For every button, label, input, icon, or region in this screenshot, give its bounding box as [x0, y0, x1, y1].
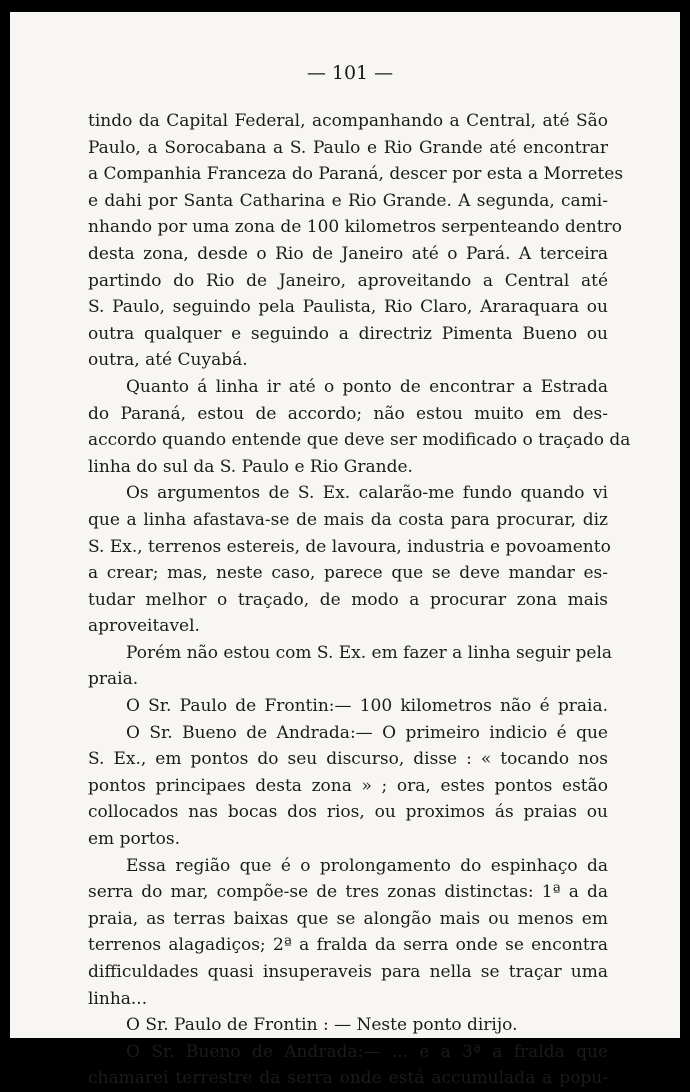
speaker-line: O Sr. Paulo de Frontin : — Neste ponto dirijo.: [126, 1015, 518, 1036]
text-line: outra qualquer e seguindo a directriz Pimenta Bueno ou: [88, 323, 608, 344]
speaker-line: O Sr. Bueno de Andrada:— ... e a 3ª a fralda que: [126, 1041, 608, 1062]
text-line: e dahi por Santa Catharina e Rio Grande. A segunda, cami-: [88, 190, 608, 211]
text-line: S. Ex., em pontos do seu discurso, disse : « tocando nos: [88, 749, 608, 770]
text-line: linha...: [88, 988, 148, 1009]
text-line: tudar melhor o traçado, de modo a procurar zona mais: [88, 589, 608, 610]
text-line: serra do mar, compõe-se de tres zonas distinctas: 1ª a da: [88, 882, 608, 903]
speaker-line: O Sr. Bueno de Andrada:— O primeiro indicio é que: [126, 722, 608, 743]
text-line: tindo da Capital Federal, acompanhando a Central, até São: [88, 111, 608, 131]
paragraph-start: Quanto á linha ir até o ponto de encontrar a Estrada: [126, 376, 608, 397]
paragraph-start: Porém não estou com S. Ex. em fazer a linha seguir pela: [126, 642, 613, 663]
text-line: chamarei terrestre da serra onde está accumulada a popu-: [88, 1068, 608, 1089]
text-line: accordo quando entende que deve ser modificado o traçado da: [88, 430, 631, 451]
text-line: praia.: [88, 669, 139, 690]
speaker-line: O Sr. Paulo de Frontin:— 100 kilometros não é praia.: [126, 696, 608, 717]
text-line: difficuldades quasi insuperaveis para nella se traçar uma: [88, 962, 608, 982]
text-line: aproveitavel.: [88, 616, 200, 637]
text-line: terrenos alagadiços; 2ª a fralda da serra onde se encontra: [88, 935, 608, 956]
text-line: que a linha afastava-se de mais da costa para procurar, diz: [88, 509, 608, 530]
text-line: collocados nas bocas dos rios, ou proximos ás praias ou: [88, 802, 608, 823]
text-line: nhando por uma zona de 100 kilometros serpenteando dentro: [88, 217, 622, 238]
text-line: partindo do Rio de Janeiro, aproveitando a Central até: [88, 270, 608, 291]
body-text: [88, 108, 631, 1092]
text-line: pontos principaes desta zona » ; ora, estes pontos estão: [88, 775, 608, 796]
text-line: desta zona, desde o Rio de Janeiro até o Pará. A terceira: [88, 243, 608, 264]
text-line: do Paraná, estou de accordo; não estou muito em des-: [88, 403, 608, 424]
text-line: a crear; mas, neste caso, parece que se deve mandar es-: [88, 563, 608, 584]
text-line: a Companhia Franceza do Paraná, descer por esta a Morretes: [88, 164, 624, 185]
text-line: linha do sul da S. Paulo e Rio Grande.: [88, 456, 413, 477]
page-number: — 101 —: [306, 62, 394, 84]
text-line: Paulo, a Sorocabana a S. Paulo e Rio Grande até encontrar: [88, 137, 608, 158]
text-line: S. Paulo, seguindo pela Paulista, Rio Claro, Araraquara ou: [88, 297, 608, 318]
text-line: outra, até Cuyabá.: [88, 350, 248, 371]
text-line: S. Ex., terrenos estereis, de lavoura, industria e povoamento: [88, 536, 611, 557]
text-line: em portos.: [88, 829, 181, 850]
book-page: [10, 12, 680, 1089]
paragraph-start: Essa região que é o prolongamento do espinhaço da: [126, 855, 608, 876]
text-line: praia, as terras baixas que se alongão mais ou menos em: [88, 908, 608, 929]
paragraph-start: Os argumentos de S. Ex. calarão-me fundo quando vi: [126, 483, 608, 504]
